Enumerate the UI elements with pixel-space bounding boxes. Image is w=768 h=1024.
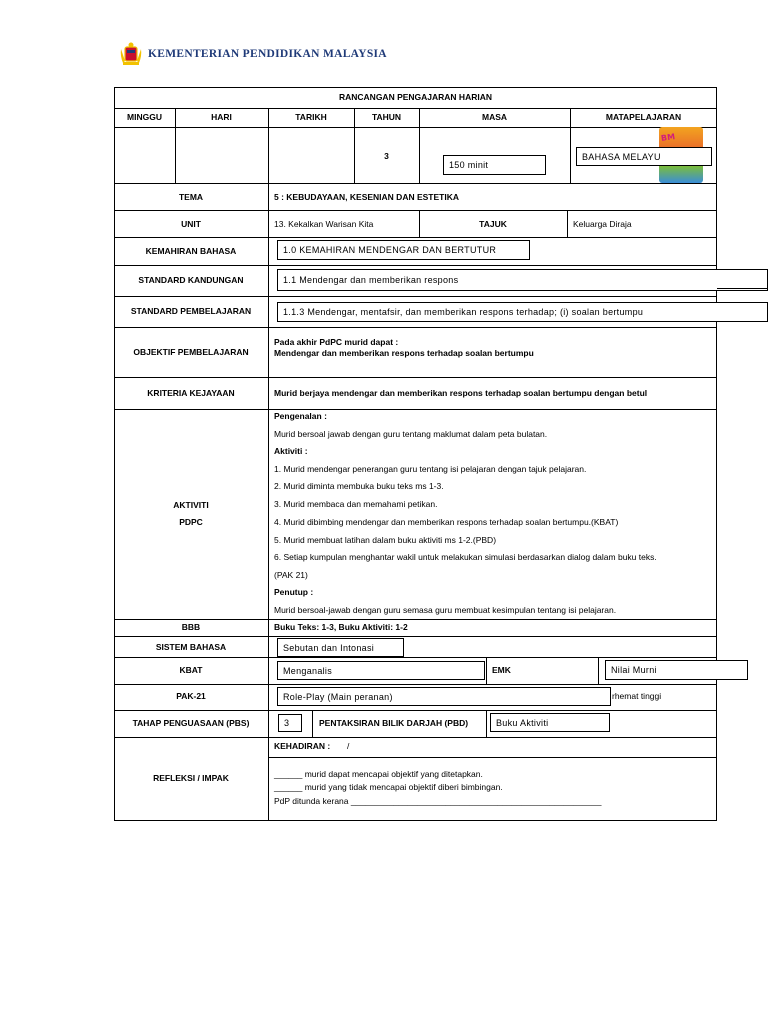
- unit-label: UNIT: [181, 219, 201, 229]
- tahap-label: TAHAP PENGUASAAN (PBS): [132, 718, 250, 728]
- refleksi-line3: PdP ditunda kerana _____________________________________________________: [274, 796, 602, 806]
- col-matapelajaran: MATAPELAJARAN: [605, 112, 682, 122]
- bbb-value: Buku Teks: 1-3, Buku Aktiviti: 1-2: [274, 622, 408, 632]
- unit-value: 13. Kekalkan Warisan Kita: [274, 219, 374, 229]
- ministry-name: KEMENTERIAN PENDIDIKAN MALAYSIA: [148, 48, 387, 60]
- tajuk-label: TAJUK: [479, 219, 507, 229]
- sistem-bahasa-field[interactable]: Sebutan dan Intonasi: [277, 638, 404, 657]
- aktiviti-label: AKTIVITI: [173, 500, 209, 510]
- objektif-label: OBJEKTIF PEMBELAJARAN: [133, 347, 249, 357]
- malaysia-coat-of-arms-icon: [118, 41, 144, 67]
- subject-illustration: BM: [659, 127, 703, 183]
- tema-value: 5 : KEBUDAYAAN, KESENIAN DAN ESTETIKA: [274, 192, 459, 202]
- refleksi-label: REFLEKSI / IMPAK: [153, 773, 229, 783]
- standard-pembelajaran-field[interactable]: 1.1.3 Mendengar, mentafsir, dan memberikan respons terhadap; (i) soalan bertumpu: [277, 302, 768, 322]
- refleksi-line2: ______ murid yang tidak mencapai objektif diberi bimbingan.: [274, 782, 503, 792]
- tahap-field[interactable]: 3: [278, 714, 302, 732]
- pdpc-label: PDPC: [179, 517, 203, 527]
- plan-title: RANCANGAN PENGAJARAN HARIAN: [338, 92, 492, 102]
- aktiviti-line: (PAK 21): [274, 570, 308, 580]
- col-minggu: MINGGU: [127, 112, 162, 122]
- pbd-field[interactable]: Buku Aktiviti: [490, 713, 610, 732]
- masa-field[interactable]: 150 minit: [443, 155, 546, 175]
- kemahiran-label: KEMAHIRAN BAHASA: [145, 246, 237, 256]
- pak21-field[interactable]: Role-Play (Main peranan): [277, 687, 611, 706]
- aktiviti-line: Penutup :: [274, 587, 314, 597]
- refleksi-line1: ______ murid dapat mencapai objektif yang ditetapkan.: [274, 769, 483, 779]
- pbd-label: PENTAKSIRAN BILIK DARJAH (PBD): [319, 718, 469, 728]
- aktiviti-line: 4. Murid dibimbing mendengar dan memberikan respons terhadap soalan bertumpu.(KBAT): [274, 517, 619, 527]
- tajuk-value: Keluarga Diraja: [573, 219, 632, 229]
- tahun-value: 3: [384, 151, 389, 161]
- aktiviti-line: Murid bersoal jawab dengan guru tentang maklumat dalam peta bulatan.: [274, 429, 548, 439]
- aktiviti-line: 5. Murid membuat latihan dalam buku aktiviti ms 1-2.(PBD): [274, 535, 497, 545]
- aktiviti-line: 6. Setiap kumpulan menghantar wakil untuk melakukan simulasi berdasarkan dialog dalam buku teks.: [274, 552, 657, 562]
- standard-kandungan-field[interactable]: 1.1 Mendengar dan memberikan respons: [277, 269, 768, 291]
- col-tarikh: TARIKH: [295, 112, 327, 122]
- kehadiran-separator: /: [347, 741, 350, 751]
- kbat-label: KBAT: [179, 665, 203, 675]
- page-header: [118, 40, 387, 68]
- kemahiran-field[interactable]: 1.0 KEMAHIRAN MENDENGAR DAN BERTUTUR: [277, 240, 530, 260]
- standard-kandungan-label: STANDARD KANDUNGAN: [138, 275, 244, 285]
- kehadiran-label: KEHADIRAN :: [274, 741, 331, 751]
- tema-label: TEMA: [178, 192, 204, 202]
- matapelajaran-field[interactable]: BAHASA MELAYU: [576, 147, 712, 166]
- standard-pembelajaran-label: STANDARD PEMBELAJARAN: [130, 306, 252, 316]
- objektif-line1: Pada akhir PdPC murid dapat :: [274, 337, 399, 347]
- objektif-line2: Mendengar dan memberikan respons terhadap soalan bertumpu: [274, 348, 534, 358]
- aktiviti-line: 1. Murid mendengar penerangan guru tentang isi pelajaran dengan tajuk pelajaran.: [274, 464, 587, 474]
- emk-field[interactable]: Nilai Murni: [605, 660, 748, 680]
- col-tahun: TAHUN: [371, 112, 402, 122]
- aktiviti-line: 3. Murid membaca dan memahami petikan.: [274, 499, 438, 509]
- emk-label: EMK: [492, 665, 511, 675]
- pak21-label: PAK-21: [176, 691, 206, 701]
- col-masa: MASA: [481, 112, 508, 122]
- aktiviti-line: 2. Murid diminta membuka buku teks ms 1-3.: [274, 481, 444, 491]
- kbat-field[interactable]: Menganalis: [277, 661, 485, 680]
- sistem-bahasa-label: SISTEM BAHASA: [155, 642, 227, 652]
- aktiviti-line: Murid bersoal-jawab dengan guru semasa guru membuat kesimpulan tentang isi pelajaran.: [274, 605, 617, 615]
- pak21-overflow-text: rhemat tinggi: [612, 691, 662, 701]
- col-hari: HARI: [211, 112, 232, 122]
- kriteria-label: KRITERIA KEJAYAAN: [147, 388, 235, 398]
- aktiviti-line: Pengenalan :: [274, 411, 327, 421]
- aktiviti-line: Aktiviti :: [274, 446, 308, 456]
- kriteria-value: Murid berjaya mendengar dan memberikan respons terhadap soalan bertumpu dengan betul: [274, 388, 648, 398]
- bbb-label: BBB: [181, 622, 201, 632]
